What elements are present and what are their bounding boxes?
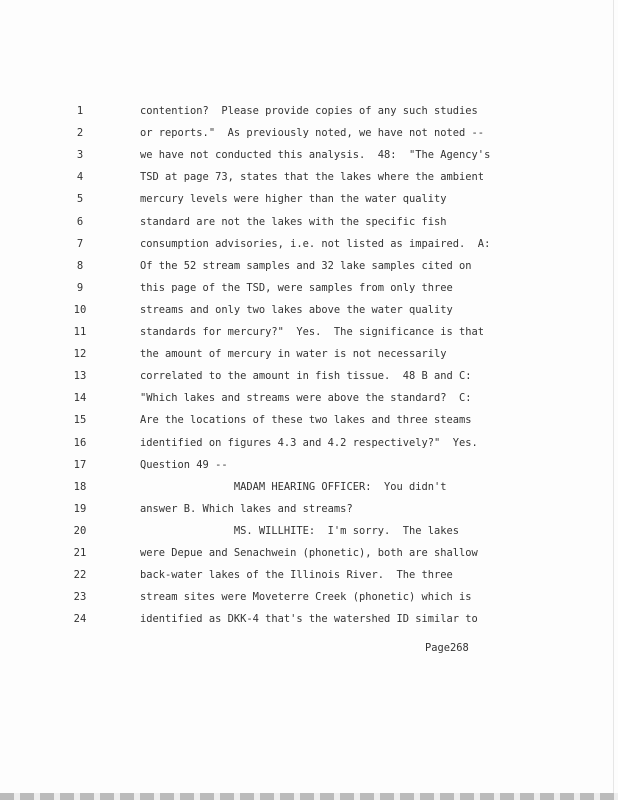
line-number: 22 bbox=[73, 569, 87, 582]
line-text: answer B. Which lakes and streams? bbox=[140, 502, 353, 515]
line-text: back-water lakes of the Illinois River. The three bbox=[140, 569, 453, 582]
line-text: stream sites were Moveterre Creek (phonetic) which is bbox=[140, 591, 472, 604]
line-text: contention? Please provide copies of any such studies bbox=[140, 105, 478, 117]
line-number: 20 bbox=[73, 524, 87, 537]
transcript-line bbox=[0, 126, 618, 148]
transcript-line bbox=[0, 281, 618, 303]
transcript-line bbox=[0, 325, 618, 347]
line-text: MS. WILLHITE: I'm sorry. The lakes bbox=[140, 524, 460, 537]
transcript-line bbox=[0, 480, 618, 502]
line-number: 5 bbox=[76, 193, 84, 206]
line-text: or reports." As previously noted, we have not noted -- bbox=[140, 127, 485, 140]
line-number: 24 bbox=[73, 613, 87, 626]
line-text: identified as DKK-4 that's the watershed ID similar to bbox=[140, 613, 478, 626]
transcript-line bbox=[0, 436, 618, 458]
transcript-line bbox=[0, 546, 618, 568]
line-text: identified on figures 4.3 and 4.2 respectively?" Yes. bbox=[140, 436, 478, 449]
line-text: consumption advisories, i.e. not listed as impaired. A: bbox=[140, 237, 491, 250]
transcript-line bbox=[0, 502, 618, 524]
line-number: 9 bbox=[76, 281, 84, 294]
line-text: streams and only two lakes above the water quality bbox=[140, 303, 453, 316]
transcript-line bbox=[0, 347, 618, 369]
transcript-line bbox=[0, 215, 618, 237]
line-number: 11 bbox=[73, 326, 87, 338]
scan-edge bbox=[613, 0, 614, 800]
transcript-line bbox=[0, 237, 618, 259]
transcript-line bbox=[0, 192, 618, 214]
line-text: TSD at page 73, states that the lakes where the ambient bbox=[140, 171, 485, 184]
line-text: the amount of mercury in water is not necessarily bbox=[140, 348, 447, 361]
line-number: 8 bbox=[76, 259, 84, 272]
line-text: this page of the TSD, were samples from only three bbox=[140, 281, 453, 294]
line-number: 16 bbox=[73, 436, 87, 449]
transcript-line bbox=[0, 170, 618, 192]
line-text: standard are not the lakes with the specific fish bbox=[140, 215, 447, 228]
transcript-line bbox=[0, 524, 618, 546]
line-number: 23 bbox=[73, 591, 87, 604]
line-number: 19 bbox=[73, 502, 87, 515]
line-number: 4 bbox=[76, 171, 84, 184]
transcript-line bbox=[0, 259, 618, 281]
page-number: Page268 bbox=[425, 642, 469, 654]
transcript-line bbox=[0, 391, 618, 413]
line-text: "Which lakes and streams were above the standard? C: bbox=[140, 392, 472, 405]
line-number: 10 bbox=[73, 303, 87, 316]
line-number: 13 bbox=[73, 370, 87, 383]
line-number: 3 bbox=[76, 149, 84, 162]
line-text: we have not conducted this analysis. 48: "The Agency's bbox=[140, 149, 491, 162]
transcript-line bbox=[0, 369, 618, 391]
transcript-line bbox=[0, 458, 618, 480]
line-text: MADAM HEARING OFFICER: You didn't bbox=[140, 480, 447, 493]
line-number: 7 bbox=[76, 237, 84, 250]
transcript-line bbox=[0, 148, 618, 170]
line-text: Of the 52 stream samples and 32 lake samples cited on bbox=[140, 259, 472, 272]
line-text: mercury levels were higher than the water quality bbox=[140, 193, 447, 206]
transcript-line bbox=[0, 590, 618, 612]
transcript-line bbox=[0, 612, 618, 634]
line-text: Are the locations of these two lakes and three steams bbox=[140, 414, 472, 427]
transcript-line bbox=[0, 104, 618, 126]
line-number: 12 bbox=[73, 348, 87, 361]
line-text: standards for mercury?" Yes. The significance is that bbox=[140, 326, 485, 338]
line-number: 6 bbox=[76, 215, 84, 228]
line-number: 17 bbox=[73, 458, 87, 471]
line-text: Question 49 -- bbox=[140, 458, 228, 471]
line-number: 18 bbox=[73, 480, 87, 493]
line-text: correlated to the amount in fish tissue. 48 B and C: bbox=[140, 370, 472, 383]
line-number: 1 bbox=[76, 105, 84, 117]
transcript-line bbox=[0, 303, 618, 325]
line-number: 21 bbox=[73, 547, 87, 559]
scan-bottom-edge bbox=[0, 793, 618, 800]
transcript-line bbox=[0, 568, 618, 590]
line-text: were Depue and Senachwein (phonetic), both are shallow bbox=[140, 547, 478, 559]
line-number: 14 bbox=[73, 392, 87, 405]
line-number: 2 bbox=[76, 127, 84, 140]
line-number: 15 bbox=[73, 414, 87, 427]
transcript-line bbox=[0, 413, 618, 435]
